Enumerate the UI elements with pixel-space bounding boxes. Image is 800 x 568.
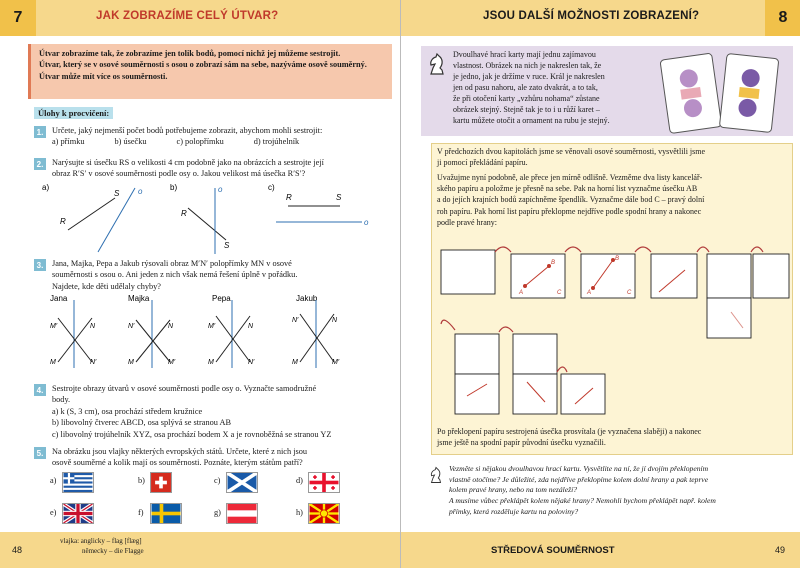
p2-line-5: podle pravé hrany: — [437, 217, 497, 227]
q1-opt-c: c) polopřímku — [176, 137, 224, 147]
flag-georgia-icon — [308, 472, 340, 493]
flag-label-h: h) — [296, 508, 303, 517]
q3-number: 3. — [34, 259, 46, 271]
q3-pt-n-3: N — [248, 323, 254, 330]
q3-pt-m-1: M — [50, 359, 56, 366]
q1-text — [52, 125, 392, 148]
q1-opt-a: a) přímku — [52, 137, 85, 147]
q2a-axis-o: o — [138, 187, 143, 196]
paragraph-1 — [437, 146, 789, 168]
q2c-point-r: R — [286, 193, 292, 202]
p3-line-1: Po překlopení papíru sestrojená úsečka prosvítala (je vyznačena slaběji) a nakonec — [437, 427, 702, 436]
diag-label-b-1: B — [551, 260, 556, 266]
q2c-axis-o: o — [364, 218, 369, 227]
diag-label-a-2: A — [587, 290, 592, 296]
paragraph-2 — [437, 172, 789, 228]
definition-box — [28, 44, 392, 99]
flag-label-b: b) — [138, 476, 145, 485]
q3-pt-m-4: M — [292, 359, 298, 366]
q4-line-a: a) k (S, 3 cm), osa prochází středem kružnice — [52, 406, 203, 416]
q3-name-pepa: Pepa — [212, 294, 231, 303]
cards-line-6: obrázek stejný. Stejně tak je to i u růží karet – — [453, 105, 600, 115]
note-line-2: vlastně otočíme? Je důležité, zda nejdříve překlopíme kolem dolní hrany a pak teprve — [449, 474, 709, 484]
vocab-line-2: německy – die Flagge — [82, 547, 144, 556]
p1-line-2: ji pomocí překládání papíru. — [437, 158, 528, 168]
q4-text — [52, 383, 392, 440]
q5-line-1: Na obrázku jsou vlajky některých evropských států. Určete, které z nich jsou — [52, 447, 308, 456]
q3-pt-m-prime-4: M′ — [332, 359, 340, 366]
note-line-5: přímky, která rozděluje kartu na poloviny? — [449, 506, 579, 516]
flag-greece-icon — [62, 472, 94, 493]
flag-sweden-icon — [150, 503, 182, 524]
right-footer-title: STŘEDOVÁ SOUMĚRNOST — [491, 545, 615, 556]
right-page-title: JSOU DALŠÍ MOŽNOSTI ZOBRAZENÍ? — [483, 10, 700, 22]
q4-line-c: c) libovolný trojúhelník XYZ, osa prochází bodem X a je rovnoběžná se stranou YZ — [52, 429, 332, 439]
q3-pt-n-4: N — [332, 317, 338, 324]
flag-switzerland-icon — [150, 472, 172, 493]
q4-line-2: body. — [52, 395, 71, 405]
q2-figures — [40, 180, 390, 258]
knight-icon — [425, 52, 449, 76]
q3-name-jakub: Jakub — [296, 294, 318, 303]
q3-pt-m-3: M — [208, 359, 214, 366]
note-line-4: A musíme vůbec překlápět kolem nějaké hrany? Nemohli bychom překlápět např. kolem — [449, 495, 716, 505]
q5-line-2: osově souměrné a kolik mají os souměrnosti. Poznáte, kterým státům patří? — [52, 458, 303, 468]
left-page-number: 48 — [12, 545, 23, 555]
tasks-label: Úlohy k procvičení: — [34, 107, 113, 119]
note-line-3: kolem pravé hrany, nebo na tom nezáleží? — [449, 485, 578, 495]
q3-pt-m-2: M — [128, 359, 134, 366]
q4-line-b: b) libovolný čtverec ABCD, osa splývá se stranou AB — [52, 418, 232, 428]
cards-line-2: vlastnost. Obrázek na nich je nakreslen tak, že — [453, 61, 602, 71]
q2a-point-r: R — [60, 217, 66, 226]
q3-fig-pepa — [212, 294, 250, 368]
q4-number: 4. — [34, 384, 46, 396]
q3-pt-m-prime-2: M′ — [168, 359, 176, 366]
q2-label-c: c) — [268, 183, 275, 192]
p2-line-1: Uvažujme nyní podobně, ale přece jen mírně odlišně. Vezměme dva listy kancelář- — [437, 173, 703, 182]
flag-label-a: a) — [50, 476, 57, 485]
q2-label-a: a) — [42, 183, 50, 192]
diag-label-a-1: A — [519, 290, 524, 296]
flag-macedonia-icon — [308, 503, 340, 524]
flag-label-e: e) — [50, 508, 57, 517]
paper-folding-diagram — [437, 238, 793, 422]
q3-pt-n-prime-3: N′ — [248, 359, 255, 366]
cards-line-3: je jedno, jak je držíme v ruce. Král je nakreslen — [453, 72, 605, 82]
q1-opt-b: b) úsečku — [114, 137, 147, 147]
q2a-point-s: S — [114, 189, 120, 198]
q3-fig-majka — [128, 294, 170, 368]
cards-exercise-note — [449, 464, 797, 517]
q3-pt-m-prime-1: M′ — [50, 323, 58, 330]
q2-number: 2. — [34, 158, 46, 170]
q3-pt-n-prime-2: N′ — [128, 323, 135, 330]
q3-name-jana: Jana — [50, 294, 68, 303]
flag-label-g: g) — [214, 508, 221, 517]
q3-pt-n-prime-1: N′ — [90, 359, 97, 366]
q3-name-majka: Majka — [128, 294, 150, 303]
q2b-axis-o: o — [218, 185, 223, 194]
diag-label-b-2: B — [615, 256, 620, 262]
q2-text — [52, 157, 392, 180]
q3-line-3: Najdete, kde děti udělaly chyby? — [52, 281, 161, 291]
vocab-note — [60, 536, 144, 556]
right-chapter-number: 8 — [765, 0, 800, 36]
p2-line-2: ského papíru a položme je přesně na sebe. Pak na horní list vyznačme úsečku AB — [437, 184, 698, 194]
cards-line-7: kartu můžete otočit a ornament na rubu je stejný. — [453, 116, 610, 126]
cards-line-1: Dvoulhavé hrací karty mají jednu zajímavou — [453, 50, 596, 59]
q1-options — [52, 136, 392, 147]
vocab-line-1: vlajka: anglicky – flag [flæg] — [60, 537, 142, 545]
q2-label-b: b) — [170, 183, 178, 192]
q2b-point-r: R — [181, 209, 187, 218]
flag-label-f: f) — [138, 508, 144, 517]
knight-icon-note — [427, 464, 445, 486]
diag-label-c-1: C — [557, 290, 562, 296]
q2c-point-s: S — [336, 193, 342, 202]
q3-line-1: Jana, Majka, Pepa a Jakub rýsovali obraz M′N′ polopřímky MN v osové — [52, 259, 292, 268]
q2-line-1: Narýsujte si úsečku RS o velikosti 4 cm podobně jako na obrázcích a sestrojte její — [52, 158, 324, 167]
p2-line-3: a do jejích krajních bodů zapíchněme špendlík. Vyznačme dále bod C – pravý dolní — [437, 195, 705, 205]
cards-line-5: že při otočení karty „vzhůru nohama“ zůstane — [453, 94, 600, 104]
q3-pt-m-prime-3: M′ — [208, 323, 216, 330]
flag-austria-icon — [226, 503, 258, 524]
definition-line-1: Útvar zobrazíme tak, že zobrazíme jen tolik bodů, pomocí nichž jej můžeme sestrojit. — [39, 49, 341, 58]
right-page — [400, 0, 800, 568]
left-chapter-number: 7 — [0, 0, 36, 36]
q3-pt-n-2: N — [168, 323, 174, 330]
diag-label-c-2: C — [627, 290, 632, 296]
q5-text — [52, 446, 392, 469]
q2-line-2: obraz R′S′ v osové souměrnosti podle osy o. Jakou velikost má úsečka R′S′? — [52, 169, 306, 179]
q1-number: 1. — [34, 126, 46, 138]
playing-cards-illustration — [653, 50, 789, 134]
q3-fig-jakub — [296, 294, 334, 368]
flag-scotland-icon — [226, 472, 258, 493]
flag-label-d: d) — [296, 476, 303, 485]
q2b-point-s: S — [224, 241, 230, 250]
note-line-1: Vezměte si nějakou dvoulhavou hrací kartu. Vysvětlite na ní, že jí dvojím překlopením — [449, 464, 709, 473]
q4-line-1: Sestrojte obrazy útvarů v osové souměrnosti podle osy o. Vyznačte samodružné — [52, 384, 317, 393]
q3-pt-n-1: N — [90, 323, 96, 330]
flag-uk-icon — [62, 503, 94, 524]
q5-number: 5. — [34, 447, 46, 459]
q3-pt-n-prime-4: N′ — [292, 317, 299, 324]
right-page-number: 49 — [775, 545, 786, 555]
q3-figures — [46, 292, 386, 372]
q1-opt-d: d) trojúhelník — [253, 137, 300, 147]
cards-text — [453, 49, 673, 126]
p2-line-4: roh papíru. Pak horní list papíru překlopme nejdříve podle spodní hrany a nakonec — [437, 206, 702, 216]
definition-line-2: Útvar, který se v osové souměrnosti s osou o zobrazí sám na sebe, nazýváme osově souměrný. Útvar může mít více os souměrnosti. — [39, 60, 367, 81]
flag-label-c: c) — [214, 476, 221, 485]
cards-line-4: jen od pasu nahoru, ale zato dvakrát, a to tak, — [453, 83, 598, 93]
q1-question: Určete, jaký nejmenší počet bodů potřebujeme zobrazit, abychom mohli sestrojit: — [52, 126, 323, 135]
q3-fig-jana — [50, 294, 92, 368]
left-page-title: JAK ZOBRAZÍME CELÝ ÚTVAR? — [96, 10, 279, 22]
paragraph-3 — [437, 426, 789, 448]
q3-line-2: souměrnosti s osou o. Ani jeden z nich však nemá řešení úplně v pořádku. — [52, 270, 298, 280]
q3-text — [52, 258, 392, 292]
p1-line-1: V předchozích dvou kapitolách jsme se věnovali osové souměrnosti, vysvětlili jsme — [437, 147, 706, 156]
p3-line-2: jsme ještě na spodní papír původní úsečku vyznačili. — [437, 438, 606, 448]
